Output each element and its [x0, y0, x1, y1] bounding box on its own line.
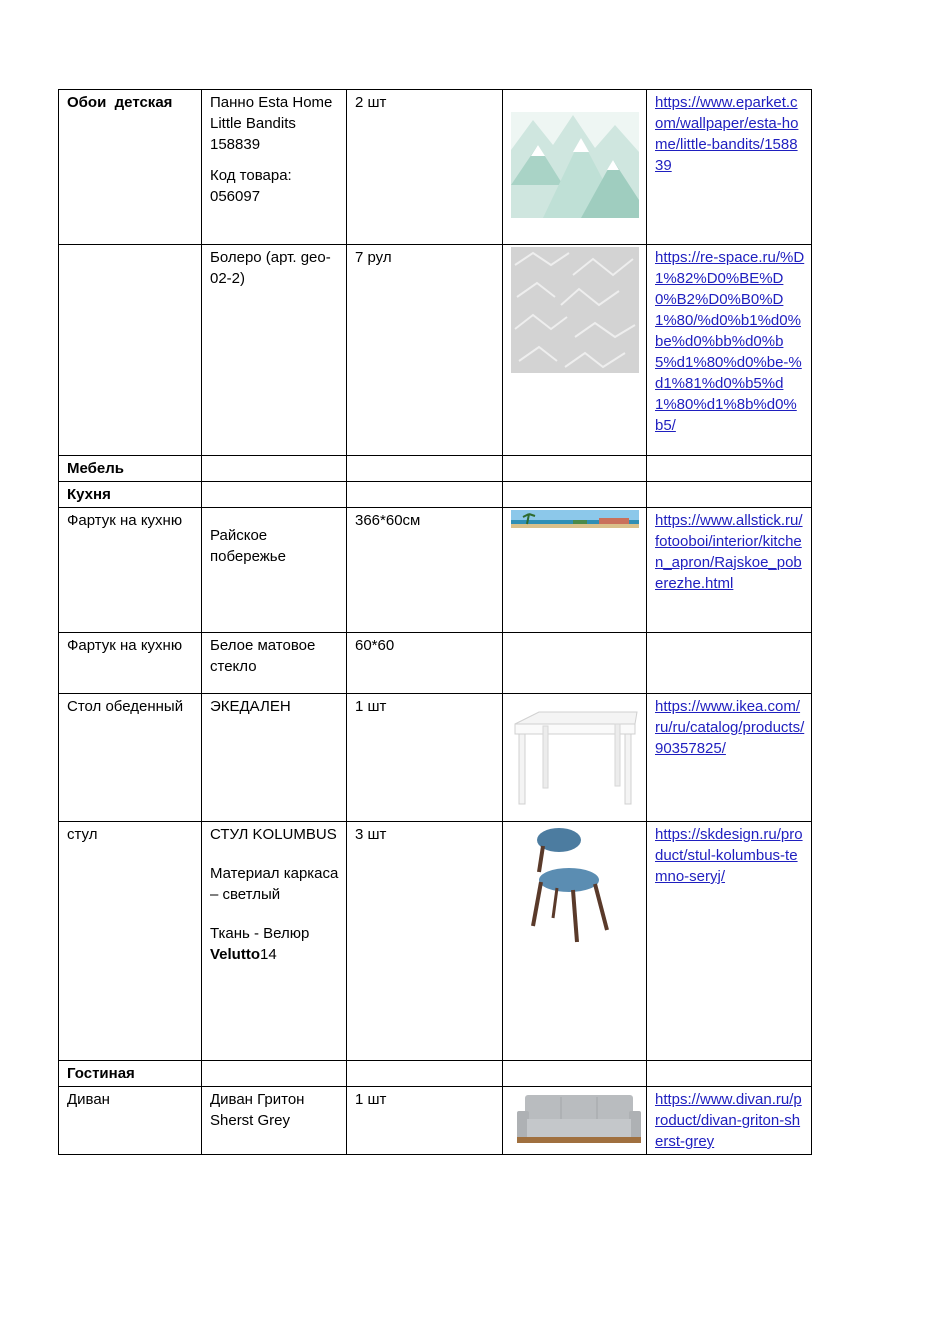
product-name-cell	[202, 822, 347, 1061]
table-row	[59, 508, 812, 633]
product-name-cell: ЭКЕДАЛЕН	[202, 694, 347, 822]
product-link[interactable]: https://skdesign.ru/product/stul-kolumbus-temno-seryj/	[655, 826, 803, 885]
image-cell	[503, 633, 647, 694]
product-name-cell: Белое матовое стекло	[202, 633, 347, 694]
section-row	[59, 456, 812, 482]
product-code: Код товара: 056097	[210, 167, 292, 205]
section-title: Кухня	[59, 482, 202, 508]
fabric-name: Velutto	[210, 946, 261, 963]
category-cell: Фартук на кухню	[59, 508, 202, 633]
table-row	[59, 633, 812, 694]
table-row	[59, 90, 812, 245]
image-cell	[503, 245, 647, 456]
category-cell: Стол обеденный	[59, 694, 202, 822]
materials-table	[58, 89, 812, 1155]
product-name: Панно Esta Home Little Bandits 158839	[210, 94, 333, 153]
link-cell	[647, 694, 812, 822]
category-cell: Фартук на кухню	[59, 633, 202, 694]
quantity-cell: 2 шт	[347, 90, 503, 245]
white-table-image	[503, 694, 647, 820]
image-cell	[503, 822, 647, 1061]
product-name-cell	[202, 90, 347, 245]
quantity-cell: 1 шт	[347, 694, 503, 822]
category-cell: стул	[59, 822, 202, 1061]
product-name-cell	[202, 508, 347, 633]
product-link[interactable]: https://re-space.ru/%D1%82%D0%BE%D0%B2%D0%B0%D1%80/%d0%b1%d0%be%d0%bb%d0%b5%d1%80%d0%be-%d1%81%d0%b5%d1%80%d1%8b%d0%b5/	[655, 249, 805, 434]
link-cell	[647, 822, 812, 1061]
table-row	[59, 1087, 812, 1155]
quantity-cell: 7 рул	[347, 245, 503, 456]
category-cell	[59, 245, 202, 456]
product-link[interactable]: https://www.ikea.com/ru/ru/catalog/products/90357825/	[655, 698, 805, 757]
section-row	[59, 1061, 812, 1087]
beach-panorama-image	[503, 508, 647, 532]
section-title: Гостиная	[59, 1061, 202, 1087]
link-cell	[647, 245, 812, 456]
table-row	[59, 822, 812, 1061]
product-link[interactable]: https://www.allstick.ru/fotooboi/interior/kitchen_apron/Rajskoe_poberezhe.html	[655, 512, 803, 592]
quantity-cell: 3 шт	[347, 822, 503, 1061]
product-link[interactable]: https://www.eparket.com/wallpaper/esta-home/little-bandits/158839	[655, 94, 799, 174]
section-title: Мебель	[59, 456, 202, 482]
image-cell	[503, 694, 647, 822]
quantity-cell: 60*60	[347, 633, 503, 694]
geometric-wallpaper-image	[503, 245, 647, 375]
product-name-cell: Диван Гритон Sherst Grey	[202, 1087, 347, 1155]
mountains-wallpaper-image	[503, 90, 647, 243]
fabric-prefix: Ткань - Велюр	[210, 925, 310, 942]
section-row	[59, 482, 812, 508]
grey-sofa-image	[503, 1087, 647, 1149]
category-cell: Диван	[59, 1087, 202, 1155]
quantity-cell: 366*60см	[347, 508, 503, 633]
frame-material: Материал каркаса – светлый	[210, 865, 339, 903]
product-name: Райское побережье	[210, 527, 286, 565]
fabric	[210, 923, 340, 965]
link-cell	[647, 90, 812, 245]
table-row	[59, 694, 812, 822]
table-row	[59, 245, 812, 456]
product-name-cell: Болеро (арт. geo-02-2)	[202, 245, 347, 456]
fabric-number: 14	[260, 946, 277, 963]
link-cell	[647, 1087, 812, 1155]
link-cell	[647, 633, 812, 694]
image-cell	[503, 90, 647, 245]
category-cell: Обои детская	[59, 90, 202, 245]
blue-chair-image	[503, 822, 647, 952]
image-cell	[503, 508, 647, 633]
product-link[interactable]: https://www.divan.ru/product/divan-griton-sherst-grey	[655, 1091, 802, 1150]
quantity-cell: 1 шт	[347, 1087, 503, 1155]
image-cell	[503, 1087, 647, 1155]
product-title: СТУЛ KOLUMBUS	[210, 826, 337, 843]
link-cell	[647, 508, 812, 633]
